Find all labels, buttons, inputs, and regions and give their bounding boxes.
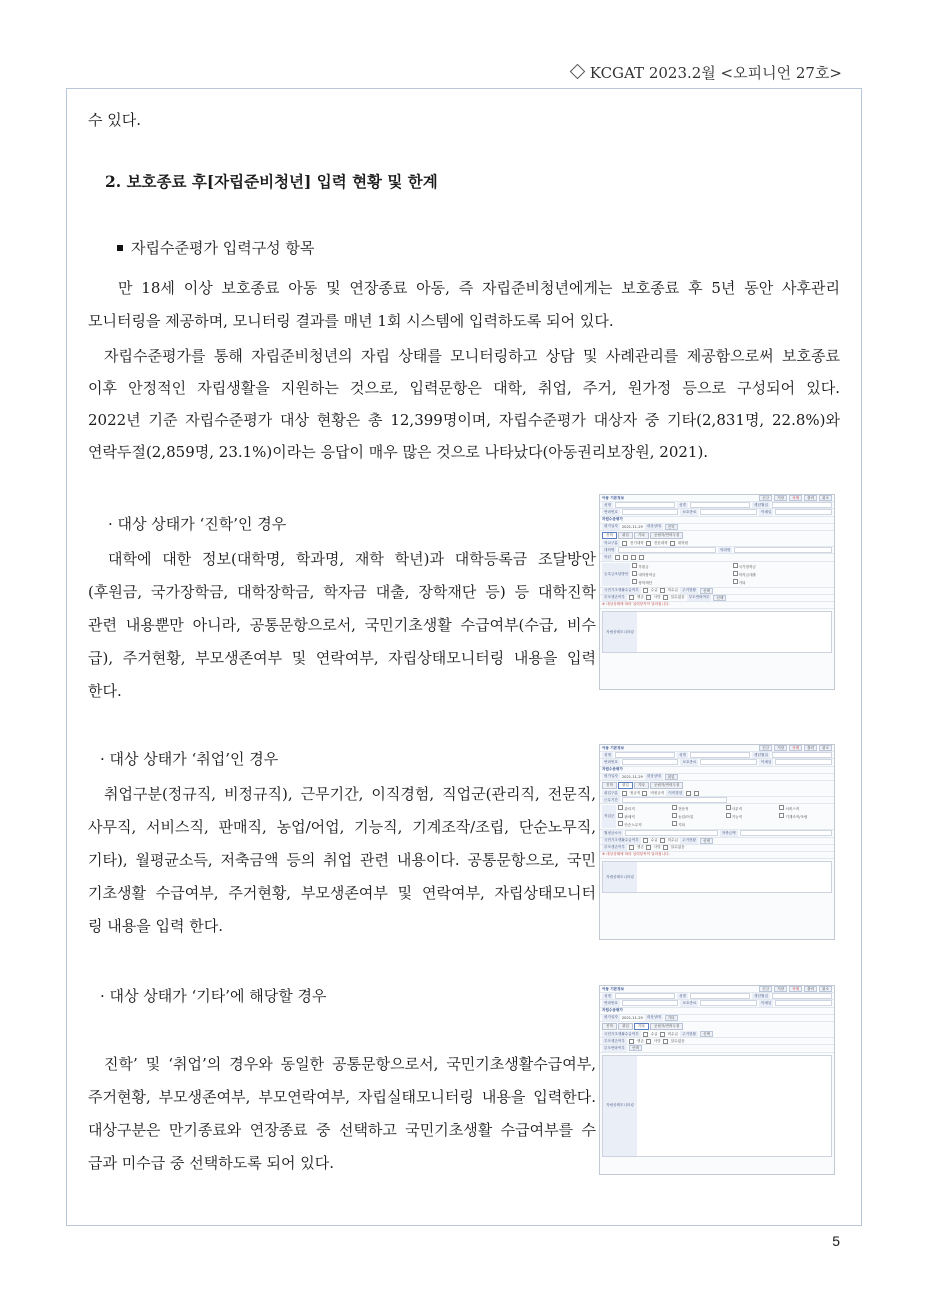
case-2-line-1: 취업구분(정규직, 비정규직), 근무기간, 이직경험, 직업군(관리직, 전문직, (104, 785, 596, 803)
paragraph-1-line-2: 모니터링을 제공하며, 모니터링 결과를 매년 1회 시스템에 입력하도록 되어 있다. (88, 312, 614, 330)
case-2-line-3: 기타), 월평균소득, 저축금액 등의 취업 관련 내용이다. 공통문항으로, 국민 (88, 851, 596, 869)
form-screenshot-university: 아동 기본정보 신규 저장 삭제 출력 취소 성명 성별 생년월일 연락번호 보호종료 이메일 자립수준평가 평가일자 2021-11-29 대상상태 진학 진학 취업 기타 공립자/연락두절 학교구분 전기대학 전문대학 대학원 대학명 학과명 학년 등록금조달방안 후원금 국가장학금 대학장학금 학자금대출 장학재단 기타 국민기초생활수급여부 수급 미수급 주거현황 선택 부모생존여부 생존 사망 알수없음 부모연락여부 선택 ※ 대상상태에 따라 입력항목이 달라집니다. 자립상태모니터링 (599, 494, 835, 690)
case-1-line-1: 대학에 대한 정보(대학명, 학과명, 재학 학년)과 대학등록금 조달방안 (108, 550, 596, 568)
case-2-line-4: 기초생활 수급여부, 주거현황, 부모생존여부 및 연락여부, 자립상태모니터 (88, 884, 596, 902)
case-3-line-4: 급과 미수급 중 선택하도록 되어 있다. (88, 1154, 334, 1172)
subheading: 자립수준평가 입력구성 항목 (117, 232, 314, 265)
form-screenshot-employment: 아동 기본정보 신규 저장 삭제 출력 취소 성명 성별 생년월일 연락번호 보호종료 이메일 자립수준평가 평가일자 2021-11-29 대상상태 취업 진학 취업 기타 공립자/연락두절 취업구분 정규직 비정규직 이직경험 근무기간 직업군 관리직 전문직 사무직 서비스직 판매직 농업/어업 기능직 기계조작/조립 단순노무직 기타 월평균소득 저축금액 국민기초생활수급여부 수급 미수급 주거현황 선택 부모생존여부 생존 사망 알수없음 ※ 대상상태에 따라 입력항목이 달라집니다. 자립상태모니터링 (599, 744, 835, 940)
case-3-heading: · 대상 상태가 ‘기타’에 해당할 경우 (100, 987, 327, 1005)
case-3-line-2: 주거현황, 부모생존여부, 부모연락여부, 자립실태모니터링 내용을 입력한다. (88, 1088, 596, 1106)
case-1-heading: · 대상 상태가 ‘진학’인 경우 (108, 515, 287, 533)
header-text: KCGAT 2023.2월 <오피니언 27호> (589, 64, 842, 82)
case-1-line-4: 급), 주거현황, 부모생존여부 및 연락여부, 자립상태모니터링 내용을 입력 (88, 649, 596, 667)
square-bullet-icon (117, 245, 123, 251)
line-continuation: 수 있다. (88, 111, 142, 129)
paragraph-2-line-1: 자립수준평가를 통해 자립준비청년의 자립 상태를 모니터링하고 상담 및 사례관리를 제공함으로써 보호종료 (104, 347, 840, 365)
page-header (572, 62, 842, 83)
form-screenshot-other: 아동 기본정보 신규 저장 삭제 출력 취소 성명 성별 생년월일 연락번호 보호종료 이메일 자립수준평가 평가일자 2021-11-29 대상상태 기타 진학 취업 기타 공립자/연락두절 국민기초생활수급여부 수급 미수급 주거현황 선택 부모생존여부 생존 사망 알수없음 부모연락여부 선택 자립상태모니터링 (599, 985, 835, 1175)
page-number: 5 (832, 1233, 840, 1249)
paragraph-2-line-4: 연락두절(2,859명, 23.1%)이라는 응답이 매우 많은 것으로 나타났다(아동권리보장원, 2021). (88, 443, 709, 461)
case-1-line-2: (후원금, 국가장학금, 대학장학금, 학자금 대출, 장학재단 등) 등 대학진학 (88, 583, 596, 601)
case-2-line-5: 링 내용을 입력 한다. (88, 917, 223, 935)
section-title: 2. 보호종료 후[자립준비청년] 입력 현황 및 한계 (105, 172, 438, 191)
paragraph-1-line-1: 만 18세 이상 보호종료 아동 및 연장종료 아동, 즉 자립준비청년에게는 보호종료 후 5년 동안 사후관리 (118, 279, 840, 297)
form-header-row: 아동 기본정보 신규 저장 삭제 출력 취소 (600, 495, 834, 502)
case-3-line-1: 진학’ 및 ‘취업’의 경우와 동일한 공통문항으로서, 국민기초생활수급여부, (104, 1055, 596, 1073)
case-1-line-3: 관련 내용뿐만 아니라, 공통문항으로서, 국민기초생활 수급여부(수급, 비수 (88, 616, 596, 634)
diamond-icon (569, 64, 585, 80)
case-1-line-5: 한다. (88, 682, 122, 700)
paragraph-2-line-3: 2022년 기준 자립수준평가 대상 현황은 총 12,399명이며, 자립수준평가 대상자 중 기타(2,831명, 22.8%)와 (88, 411, 840, 429)
form-tabs: 진학 취업 기타 공립자/연락두절 (600, 531, 834, 540)
case-2-heading: · 대상 상태가 ‘취업’인 경우 (100, 750, 279, 768)
case-2-line-2: 사무직, 서비스직, 판매직, 농업/어업, 기능직, 기계조작/조립, 단순노무직, (88, 818, 596, 836)
case-3-line-3: 대상구분은 만기종료와 연장종료 중 선택하고 국민기초생활 수급여부를 수 (88, 1121, 596, 1139)
paragraph-2-line-2: 이후 안정적인 자립생활을 지원하는 것으로, 입력문항은 대학, 취업, 주거, 원가정 등으로 구성되어 있다. (88, 379, 840, 397)
